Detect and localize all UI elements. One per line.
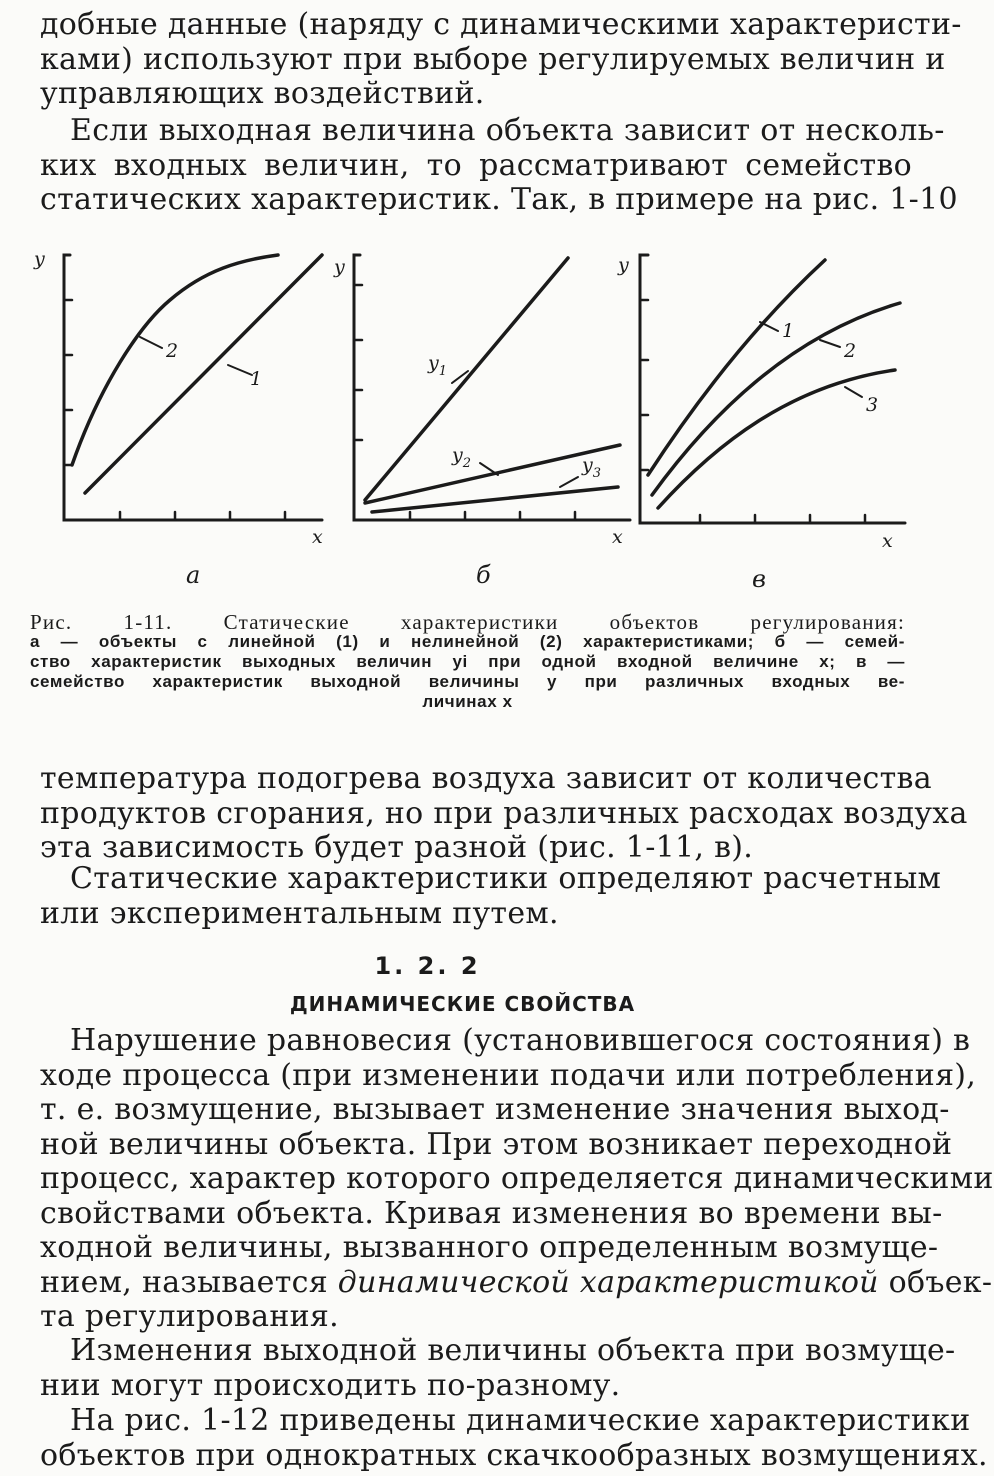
paragraph-static xyxy=(40,861,942,931)
panel-a-letter: а xyxy=(186,561,201,589)
caption-line: Рис. 1-11. Статические характеристики объектов регулирования: xyxy=(30,610,905,634)
panel-b-curve-y3-label xyxy=(581,454,601,481)
text-line: статических характеристик. Так, в примере на рис. 1-10 xyxy=(40,182,958,217)
caption-line: а — объекты с линейной (1) и нелинейной (2) характеристиками; б — семей- xyxy=(30,632,905,651)
text-line: Изменения выходной величины объекта при возмуще- xyxy=(70,1333,956,1368)
text-line-with-term xyxy=(40,1264,993,1301)
panel-b-curve-y3-letter: y xyxy=(582,454,593,476)
panel-b-letter: б xyxy=(476,561,491,589)
defined-term: динамической характеристикой xyxy=(337,1264,879,1300)
section-title: ДИНАМИЧЕСКИЕ СВОЙСТВА xyxy=(289,992,636,1016)
text-line: управляющих воздействий. xyxy=(40,76,485,111)
caption-line: личинах x xyxy=(422,692,513,711)
text-line: ких входных величин, то рассматривают семейство xyxy=(40,147,912,183)
text-line: температура подогрева воздуха зависит от количества xyxy=(40,761,932,796)
panel-c xyxy=(640,255,905,523)
panel-c-curve-1 xyxy=(648,260,825,475)
panel-b-leader-y3 xyxy=(560,477,578,487)
caption-line: ство характеристик выходных величин yi при одной входной величине x; в — xyxy=(30,652,905,671)
figure-caption xyxy=(30,612,905,712)
paragraph-temperature xyxy=(40,761,968,866)
panel-a-y-label: y xyxy=(34,248,45,270)
text-line: ной величины объекта. При этом возникает переходной xyxy=(40,1126,953,1162)
panel-c-curve-2 xyxy=(652,303,900,495)
paragraph-fig12 xyxy=(40,1403,988,1473)
panel-b-curve-y1-subscript: 1 xyxy=(438,364,448,379)
text-line: т. е. возмущение, вызывает изменение значения выход- xyxy=(40,1092,950,1127)
panel-b-y-label: y xyxy=(334,256,345,278)
panel-a-x-label: x xyxy=(312,526,323,548)
text-line: ками) используют при выборе регулируемых величин и xyxy=(40,41,946,77)
panel-b-x-label: x xyxy=(612,526,623,548)
caption-line: семейство характеристик выходной величины y при различных входных ве- xyxy=(30,672,905,691)
text-line: нии могут происходить по-разному. xyxy=(40,1367,621,1403)
panel-c-curve-2-label: 2 xyxy=(844,340,857,362)
panel-a xyxy=(64,255,322,520)
text-line: продуктов сгорания, но при различных расходах воздуха xyxy=(40,795,968,831)
text-line: или экспериментальным путем. xyxy=(40,895,559,931)
paragraph-disturbance xyxy=(40,1023,994,1335)
panel-c-x-label: x xyxy=(882,530,893,552)
panel-a-leader-1 xyxy=(228,365,252,375)
text-line: Статические характеристики определяют расчетным xyxy=(70,861,942,896)
text-line: ходной величины, вызванного определенным возмуще- xyxy=(40,1230,939,1265)
panel-a-curve-2-label: 2 xyxy=(166,340,179,362)
text-line: свойствами объекта. Кривая изменения во времени вы- xyxy=(40,1195,943,1231)
paragraph-changes xyxy=(40,1333,956,1403)
text-fragment: объек- xyxy=(878,1264,993,1300)
section-number: 1. 2. 2 xyxy=(374,952,481,980)
panel-c-curve-3-label: 3 xyxy=(866,394,879,416)
panel-c-leader-1 xyxy=(760,322,778,331)
paragraph-family xyxy=(40,113,958,218)
text-line: ходе процесса (при изменении подачи или потребления), xyxy=(40,1057,977,1093)
text-line: объектов при однократных скачкообразных возмущениях. xyxy=(40,1437,988,1473)
text-line: та регулирования. xyxy=(40,1299,339,1334)
panel-c-leader-3 xyxy=(845,387,862,397)
panel-c-y-label: y xyxy=(618,254,629,276)
panel-b-curve-y2-label xyxy=(451,444,471,471)
figure-1-11 xyxy=(0,225,945,605)
panel-b xyxy=(354,255,630,520)
panel-b-axes xyxy=(354,255,630,520)
text-line: Если выходная величина объекта зависит от несколь- xyxy=(70,113,945,148)
text-line: эта зависимость будет разной (рис. 1-11, в). xyxy=(40,830,754,865)
text-line: Нарушение равновесия (установившегося состояния) в xyxy=(70,1023,971,1058)
panel-a-leader-2 xyxy=(140,337,162,348)
panel-a-curve-1 xyxy=(85,255,322,493)
panel-c-curve-1-label: 1 xyxy=(782,320,795,342)
panel-b-curve-y3 xyxy=(372,487,618,512)
panel-b-curve-y1-letter: y xyxy=(428,352,439,374)
text-line: добные данные (наряду с динамическими характеристи- xyxy=(40,7,962,42)
panel-b-curve-y2-subscript: 2 xyxy=(462,456,472,471)
panel-b-curve-y3-subscript: 3 xyxy=(592,466,602,481)
panel-c-curve-3 xyxy=(658,370,895,508)
panel-c-leader-2 xyxy=(820,340,840,347)
panel-c-letter: в xyxy=(752,565,766,593)
text-line: процесс, характер которого определяется динамическими xyxy=(40,1161,994,1196)
top-paragraph xyxy=(40,7,962,112)
text-line: На рис. 1-12 приведены динамические характеристики xyxy=(70,1403,971,1438)
panel-b-curve-y2-letter: y xyxy=(452,444,463,466)
text-fragment: нием, называется xyxy=(40,1264,338,1300)
panel-a-curve-1-label: 1 xyxy=(250,368,263,390)
panel-b-curve-y1-label xyxy=(427,352,447,379)
